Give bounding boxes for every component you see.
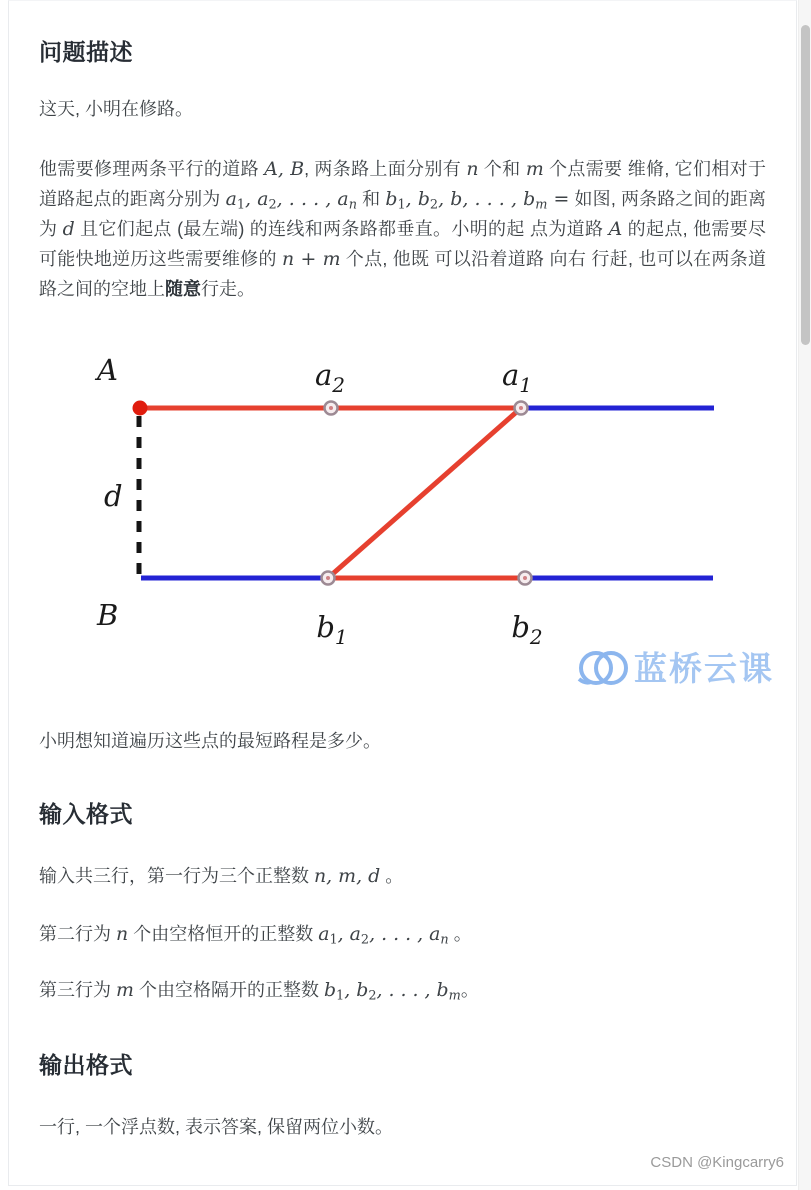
paragraph-question: 小明想知道遍历这些点的最短路程是多少。 bbox=[39, 731, 381, 751]
scrollbar[interactable] bbox=[798, 0, 811, 1190]
label-point-a1: $a_1$ bbox=[501, 358, 533, 397]
label-point-b1: $b_1$ bbox=[316, 610, 348, 649]
lanqiao-watermark-text: 蓝桥云课 bbox=[634, 650, 774, 687]
label-distance-d: d bbox=[104, 479, 123, 513]
lanqiao-watermark bbox=[579, 650, 774, 687]
road-diagram-svg bbox=[9, 332, 798, 702]
label-road-B: B bbox=[97, 598, 119, 632]
scrollbar-thumb[interactable] bbox=[801, 25, 810, 345]
heading-input-format: 输入格式 bbox=[39, 801, 133, 827]
path-a1-to-b1 bbox=[328, 408, 521, 578]
input-format-line-1: 输入共三行，第一行为三个正整数 n, m, d 。 bbox=[39, 865, 404, 887]
paragraph-intro: 这天, 小明在修路。 bbox=[39, 99, 194, 119]
output-format-line-1: 一行, 一个浮点数, 表示答案, 保留两位小数。 bbox=[39, 1117, 394, 1137]
input-format-line-2: 第二行为 n 个由空格恒开的正整数 $a_1$, $a_2$, . . . , $a_n$ 。 bbox=[39, 923, 472, 948]
start-point-dot bbox=[133, 401, 148, 416]
csdn-credit-watermark: CSDN @Kingcarry6 bbox=[650, 1154, 784, 1171]
point-marker-b1 bbox=[322, 572, 335, 585]
point-marker-a2 bbox=[325, 402, 338, 415]
paragraph-main-description: 他需要修理两条平行的道路 A, B, 两条路上面分别有 n 个和 m 个点需要 维脩, 它们相对于道路起点的距离分别为 $a_1$, $a_2$, . . . , $a_n$ 和 $b_1$, $b_2$, b, . . . , $b_m$ = 如图, 两条路之间的距离为 d 且它们起点 (最左端) 的连线和两条路都垂直。小明的起 点为道路 A 的起点, 他需要尽可能快地逆历这些需要维修的 n + m 个点, 他既 可以沿着道路 向右 行赶, 也可以在两条道路之间的空地上随意行走。 bbox=[39, 158, 767, 299]
input-format-line-3: 第三行为 m 个由空格隔开的正整数 $b_1$, $b_2$, . . . , $b_m$。 bbox=[39, 979, 479, 1004]
heading-problem-description: 问题描述 bbox=[39, 39, 133, 65]
point-marker-b2 bbox=[519, 572, 532, 585]
label-point-a2: $a_2$ bbox=[314, 358, 346, 397]
road-diagram bbox=[39, 332, 774, 702]
label-road-A: A bbox=[97, 353, 118, 387]
label-point-b2: $b_2$ bbox=[511, 610, 543, 649]
point-marker-a1 bbox=[515, 402, 528, 415]
problem-statement-card bbox=[8, 0, 797, 1186]
heading-output-format: 输出格式 bbox=[39, 1052, 133, 1078]
